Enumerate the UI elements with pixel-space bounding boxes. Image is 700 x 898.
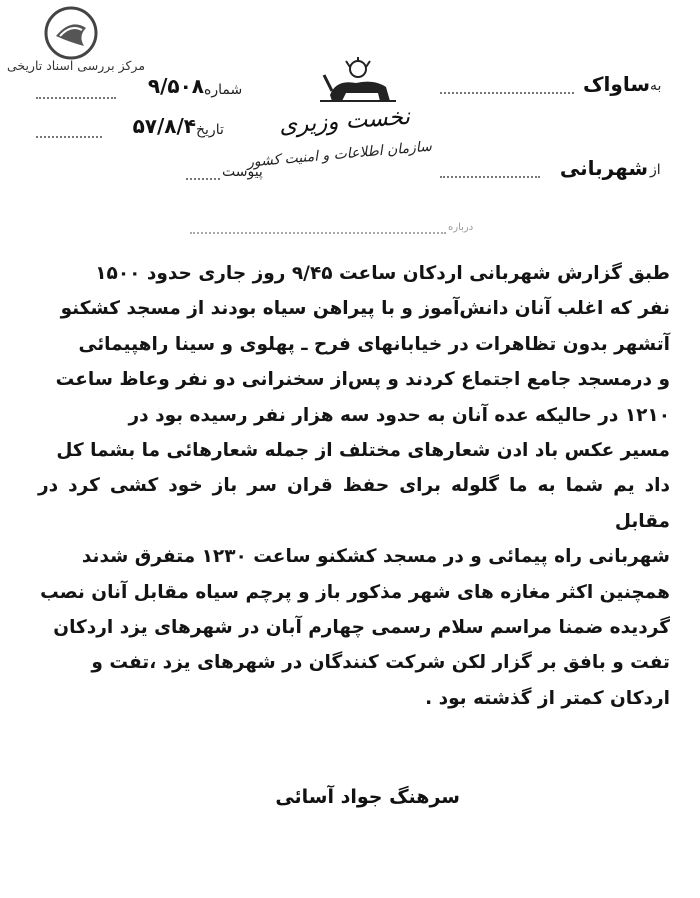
date-label: تاریخ	[196, 122, 224, 138]
subject-dotted-line	[190, 232, 446, 234]
number-dotted-line	[36, 97, 116, 99]
to-dotted-line	[440, 92, 574, 94]
attachment-label: پیوست	[222, 164, 263, 180]
to-label: به	[650, 78, 662, 94]
body-line: تفت و بافق بر گزار لکن شرکت کنندگان در شهرهای یزد ،تفت و	[91, 652, 670, 674]
body-line: همچنین اکثر مغازه های شهر مذکور باز و پرچم سیاه مقابل آنان نصب	[40, 581, 670, 603]
from-label: از	[650, 162, 661, 178]
body-line: و درمسجد جامع اجتماع کردند و پس‌از سخنرانی دو نفر وعاظ ساعت	[55, 369, 670, 391]
date-value: ۵۷/۸/۴	[132, 114, 196, 138]
body-line: ۱۲۱۰ در حالیکه عده آنان به حدود سه هزار نفر رسیده بود در	[128, 404, 670, 426]
lion-and-sun-emblem-icon	[316, 57, 400, 107]
from-dotted-line	[440, 176, 540, 178]
body-line: طبق گزارش شهربانی اردکان ساعت ۹/۴۵ روز جاری حدود ۱۵۰۰	[95, 263, 670, 284]
letter-body	[38, 256, 670, 716]
date-dotted-line	[36, 136, 102, 138]
organization-name: سازمان اطلاعات و امنیت کشور	[246, 138, 433, 171]
body-line: گردیده ضمنا مراسم سلام رسمی چهارم آبان در شهرهای یزد اردکان	[53, 617, 670, 639]
to-value: ساواک	[583, 72, 650, 96]
body-line: نفر که اغلب آنان دانش‌آموز و با پیراهن سیاه بودند از مسجد کشکنو	[60, 298, 670, 320]
number-label: شماره	[204, 82, 243, 98]
archive-center-label: مرکز بررسی اسناد تاریخی	[6, 58, 146, 73]
from-value: شهربانی	[559, 156, 648, 180]
body-line: آتشهر بدون تظاهرات در خیابانهای فرح ـ پهلوی و سینا راهپیمائی	[78, 333, 670, 355]
body-line: داد یم شما به ما گلوله برای حفظ قران سر باز خود کشی کرد در مقابل	[38, 475, 670, 532]
body-line: اردکان کمتر از گذشته بود .	[425, 687, 670, 709]
signature-name: سرهنگ جواد آسائی	[275, 786, 460, 808]
archive-logo-icon	[44, 6, 98, 60]
number-value: ۹/۵۰۸	[147, 74, 204, 98]
body-line: مسیر عکس باد ادن شعارهای مختلف از جمله شعارهائی ما بشما کل	[56, 440, 670, 462]
body-line: شهربانی راه پیمائی و در مسجد کشکنو ساعت ۱۲۳۰ متفرق شدند	[81, 546, 670, 568]
ministry-title: نخست وزیری	[278, 103, 411, 139]
attachment-dotted-line	[186, 178, 220, 180]
subject-label: درباره	[448, 222, 474, 233]
